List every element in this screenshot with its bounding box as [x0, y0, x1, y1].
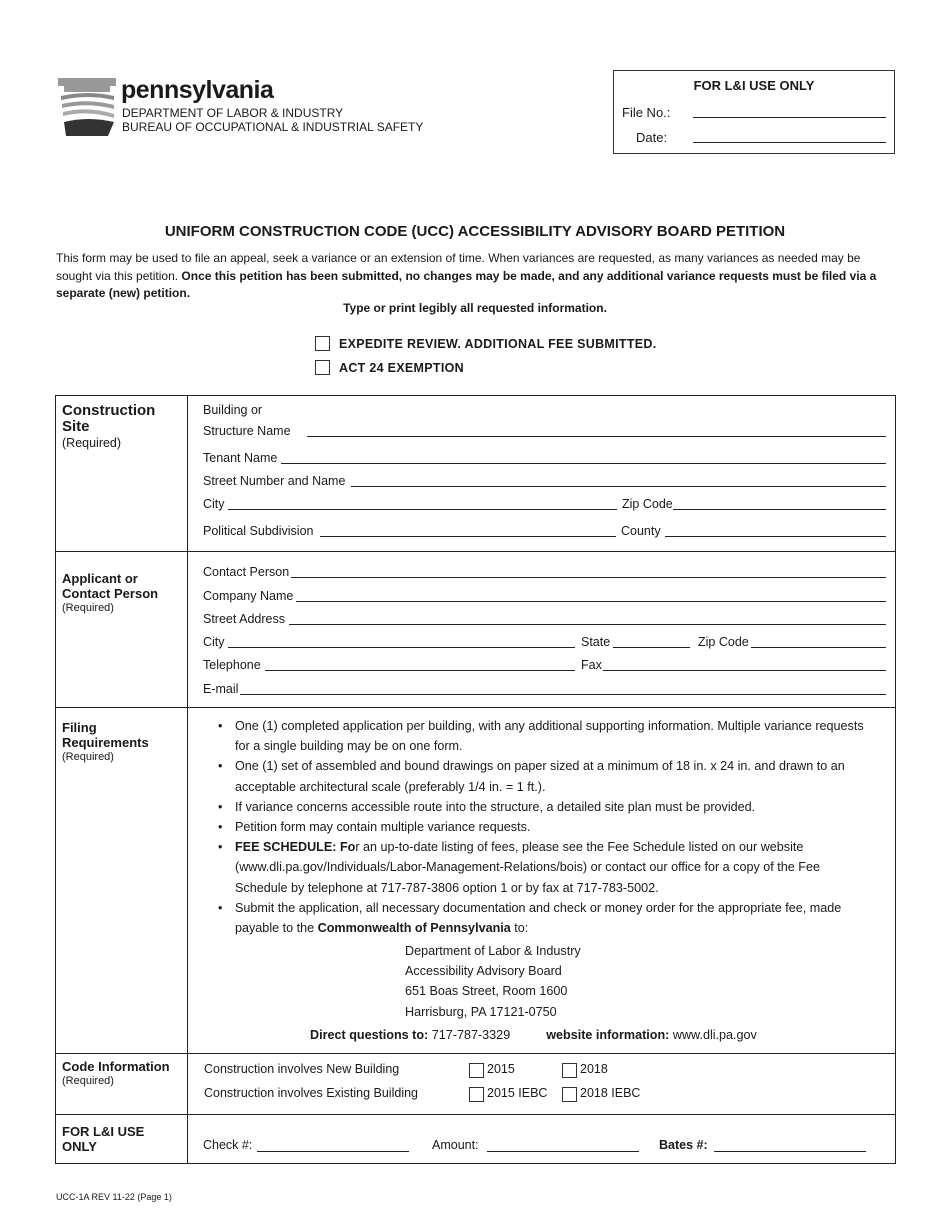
amount-label: Amount:: [432, 1138, 479, 1152]
list-item: • One (1) completed application per building, with any additional supporting information. Multiple variance requests for a single building may be on one form.: [218, 716, 868, 756]
mailing-address: [405, 941, 581, 1022]
city-label: City: [203, 497, 225, 511]
county-input[interactable]: [665, 536, 886, 537]
row-divider: [55, 1053, 895, 1054]
questions-phone: 717-787-3329: [431, 1028, 511, 1042]
address-line: Department of Labor & Industry: [405, 944, 581, 958]
required-note: (Required): [62, 436, 122, 450]
2018-label: 2018: [580, 1062, 608, 1076]
required-note: (Required): [62, 602, 114, 614]
column-divider: [187, 395, 188, 1163]
expedite-checkbox[interactable]: [315, 336, 330, 351]
intro-normal: This form may be used to file an appeal, seek a variance or an extension of time. When variances are requested, as many variances as needed may be sought via this petition.: [56, 251, 861, 283]
2018-checkbox[interactable]: [562, 1063, 577, 1078]
submit-text-end: to:: [510, 921, 529, 936]
street-label: Street Number and Name: [203, 474, 346, 488]
check-label: Check #:: [203, 1138, 253, 1152]
filing-section-heading: [62, 720, 182, 765]
payee: Commonwealth of Pennsylvania: [317, 921, 511, 936]
department-name: DEPARTMENT OF LABOR & INDUSTRY: [122, 106, 344, 120]
bureau-name: BUREAU OF OCCUPATIONAL & INDUSTRIAL SAFETY: [122, 120, 424, 134]
street-address-label: Street Address: [203, 612, 285, 626]
contact-label: Contact Person: [203, 565, 290, 579]
tenant-name-input[interactable]: [281, 463, 886, 464]
office-use-section-heading: FOR L&I USE ONLY: [62, 1124, 145, 1154]
applicant-city-input[interactable]: [228, 647, 575, 648]
2018-iebc-checkbox[interactable]: [562, 1087, 577, 1102]
website-link[interactable]: www.dli.pa.gov: [672, 1028, 757, 1042]
2015-iebc-checkbox[interactable]: [469, 1087, 484, 1102]
submit-text: Submit the application, all necessary documentation and check or money order for the appropriate fee, made payable to the: [235, 900, 842, 936]
code-section-heading: [62, 1059, 182, 1089]
list-item: • Petition form may contain multiple variance requests.: [218, 817, 868, 837]
heading-text: Construction Site: [62, 402, 156, 435]
logo-wordmark: pennsylvania: [121, 76, 274, 104]
construction-site-section-heading: [62, 403, 182, 451]
instruction-text: Type or print legibly all requested information.: [343, 301, 607, 315]
required-note: (Required): [62, 1075, 114, 1087]
fax-input[interactable]: [603, 670, 886, 671]
list-item: [218, 837, 868, 898]
zip-label: Zip Code: [622, 497, 673, 511]
amount-input[interactable]: [487, 1151, 639, 1152]
tenant-label: Tenant Name: [203, 451, 278, 465]
bates-input[interactable]: [714, 1151, 866, 1152]
website-label: website information:: [546, 1028, 670, 1042]
expedite-label: EXPEDITE REVIEW. ADDITIONAL FEE SUBMITTED.: [339, 337, 657, 351]
applicant-zip-label: Zip Code: [698, 635, 749, 649]
applicant-section-heading: [62, 571, 182, 616]
building-label-1: Building or: [203, 403, 263, 417]
2015-iebc-label: 2015 IEBC: [487, 1086, 548, 1100]
state-label: State: [581, 635, 611, 649]
row-divider: [55, 707, 895, 708]
office-box-title: FOR L&I USE ONLY: [693, 78, 815, 93]
list-item: • One (1) set of assembled and bound drawings on paper sized at a minimum of 18 in. x 24 in. and drawn to an acceptable architectural scale (preferably 1/4 in. = 1 ft.).: [218, 756, 868, 796]
heading-text: Applicant or Contact Person: [62, 571, 159, 601]
2018-iebc-label: 2018 IEBC: [580, 1086, 641, 1100]
email-input[interactable]: [240, 694, 886, 695]
address-line: 651 Boas Street, Room 1600: [405, 984, 568, 999]
intro-text: [56, 250, 898, 303]
fee-schedule-text: r an up-to-date listing of fees, please see the Fee Schedule listed on our website (www.dli.pa.gov/Individuals/Labor-Management-Relations/bois) or contact our office for a copy of the Fee Schedule by telephone at 717-787-3806 option 1 or by fax at 717-783-5002.: [235, 840, 820, 895]
list-item: [218, 898, 868, 938]
political-subdivision-label: Political Subdivision: [203, 524, 314, 538]
building-label-2: Structure Name: [203, 424, 291, 438]
file-no-input[interactable]: [693, 117, 886, 118]
act24-checkbox[interactable]: [315, 360, 330, 375]
row-divider: [55, 1114, 895, 1115]
county-label: County: [621, 524, 661, 538]
questions-label: Direct questions to:: [310, 1028, 429, 1042]
telephone-label: Telephone: [203, 658, 261, 672]
street-input[interactable]: [351, 486, 886, 487]
fax-label: Fax: [581, 658, 602, 672]
required-note: (Required): [62, 751, 114, 763]
list-item: • If variance concerns accessible route into the structure, a detailed site plan must be provided.: [218, 797, 868, 817]
2015-checkbox[interactable]: [469, 1063, 484, 1078]
applicant-city-label: City: [203, 635, 225, 649]
existing-building-label: Construction involves Existing Building: [204, 1086, 418, 1100]
contact-line: [310, 1028, 757, 1042]
date-label: Date:: [636, 130, 668, 145]
row-divider: [55, 551, 895, 552]
2015-label: 2015: [487, 1062, 515, 1076]
applicant-zip-input[interactable]: [751, 647, 886, 648]
zip-input[interactable]: [673, 509, 886, 510]
file-no-label: File No.:: [622, 105, 671, 120]
heading-text: Filing Requirements: [62, 720, 149, 750]
keystone-logo-icon: [58, 78, 116, 136]
date-input[interactable]: [693, 142, 886, 143]
check-input[interactable]: [257, 1151, 409, 1152]
intro-bold: Once this petition has been submitted, no changes may be made, and any additional variance requests must be filed via a separate (new) petition.: [56, 268, 877, 300]
heading-text: Code Information: [62, 1059, 170, 1074]
contact-person-input[interactable]: [291, 577, 886, 578]
structure-name-input[interactable]: [307, 436, 886, 437]
page-title: UNIFORM CONSTRUCTION CODE (UCC) ACCESSIBILITY ADVISORY BOARD PETITION: [164, 223, 786, 240]
company-name-input[interactable]: [296, 601, 886, 602]
political-subdivision-input[interactable]: [320, 536, 616, 537]
act24-label: ACT 24 EXEMPTION: [339, 361, 464, 375]
street-address-input[interactable]: [289, 624, 886, 625]
new-building-label: Construction involves New Building: [204, 1062, 400, 1076]
form-footer: UCC-1A REV 11-22 (Page 1): [56, 1192, 172, 1202]
company-label: Company Name: [203, 589, 294, 603]
address-line: Harrisburg, PA 17121-0750: [405, 1004, 557, 1019]
bates-label: Bates #:: [659, 1138, 708, 1152]
telephone-input[interactable]: [265, 670, 575, 671]
city-input[interactable]: [228, 509, 617, 510]
fee-schedule-label: FEE SCHEDULE: Fo: [235, 840, 356, 855]
state-input[interactable]: [613, 647, 690, 648]
filing-requirements-list: [218, 716, 868, 938]
email-label: E-mail: [203, 682, 239, 696]
address-line: Accessibility Advisory Board: [405, 964, 562, 979]
office-use-box: [613, 70, 895, 154]
